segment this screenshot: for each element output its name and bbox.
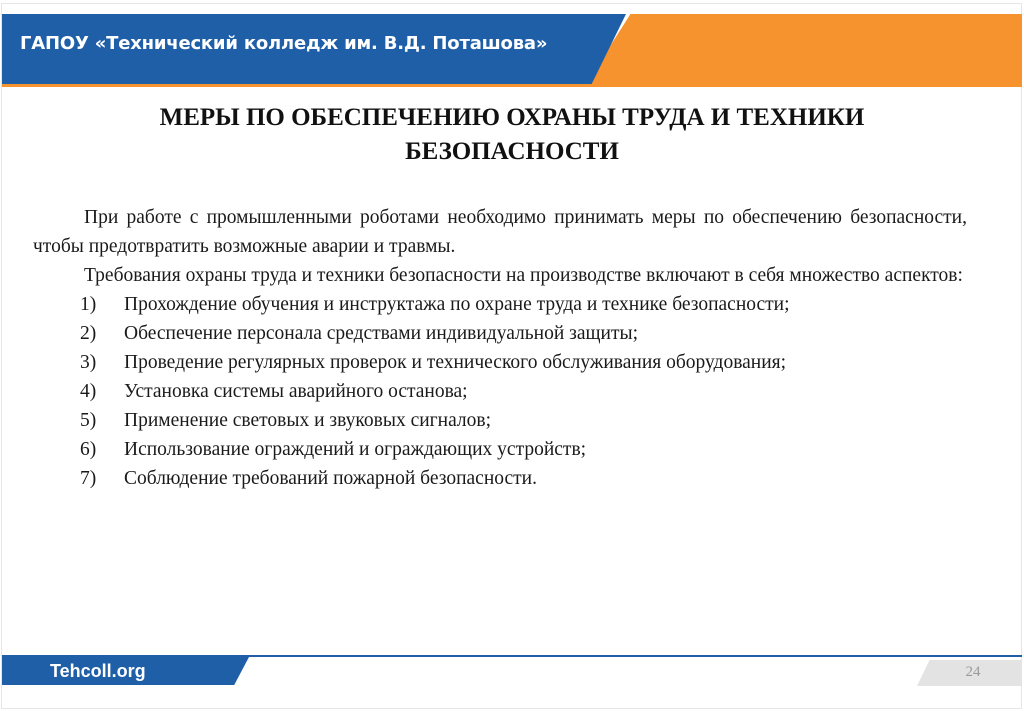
- slide-heading: [40, 101, 984, 169]
- header-orange-banner: [586, 14, 1022, 84]
- list-item: [33, 406, 967, 435]
- header-orange-stripe: [2, 84, 1022, 87]
- requirements-list: [33, 290, 967, 493]
- footer-site-link[interactable]: Tehcoll.org: [50, 661, 146, 681]
- list-item-number: 3): [80, 352, 97, 373]
- list-item-number: 7): [80, 468, 97, 489]
- list-item-text: Соблюдение требований пожарной безопасности.: [124, 468, 537, 489]
- footer-divider: [2, 655, 1022, 657]
- list-item-text: Проведение регулярных проверок и технического обслуживания оборудования;: [124, 352, 787, 373]
- list-item: [33, 435, 967, 464]
- intro-paragraph: При работе с промышленными роботами необходимо принимать меры по обеспечению безопасности, чтобы предотвратить возможные аварии и травмы.: [33, 207, 967, 257]
- list-item: [33, 290, 967, 319]
- slide-heading-line-2: БЕЗОПАСНОСТИ: [405, 138, 619, 165]
- slide-heading-line-1: МЕРЫ ПО ОБЕСПЕЧЕНИЮ ОХРАНЫ ТРУДА И ТЕХНИКИ: [159, 104, 865, 131]
- list-item-text: Прохождение обучения и инструктажа по охране труда и технике безопасности;: [124, 294, 790, 315]
- requirements-paragraph: Требования охраны труда и техники безопасности на производстве включают в себя множество аспектов:: [84, 265, 963, 286]
- page-number: 24: [965, 664, 981, 680]
- list-item-text: Применение световых и звуковых сигналов;: [124, 410, 492, 431]
- list-item-text: Установка системы аварийного останова;: [124, 381, 468, 402]
- list-item: [33, 319, 967, 348]
- slide-body: [33, 203, 967, 493]
- list-item: [33, 464, 967, 493]
- list-item: [33, 348, 967, 377]
- list-item-text: Обеспечение персонала средствами индивидуальной защиты;: [124, 323, 639, 344]
- list-item-number: 6): [80, 439, 97, 460]
- list-item-text: Использование ограждений и ограждающих устройств;: [124, 439, 587, 460]
- list-item-number: 4): [80, 381, 97, 402]
- list-item-number: 5): [80, 410, 97, 431]
- list-item: [33, 377, 967, 406]
- college-title: ГАПОУ «Технический колледж им. В.Д. Поташова»: [20, 33, 548, 54]
- list-item-number: 1): [80, 294, 97, 315]
- list-item-number: 2): [80, 323, 97, 344]
